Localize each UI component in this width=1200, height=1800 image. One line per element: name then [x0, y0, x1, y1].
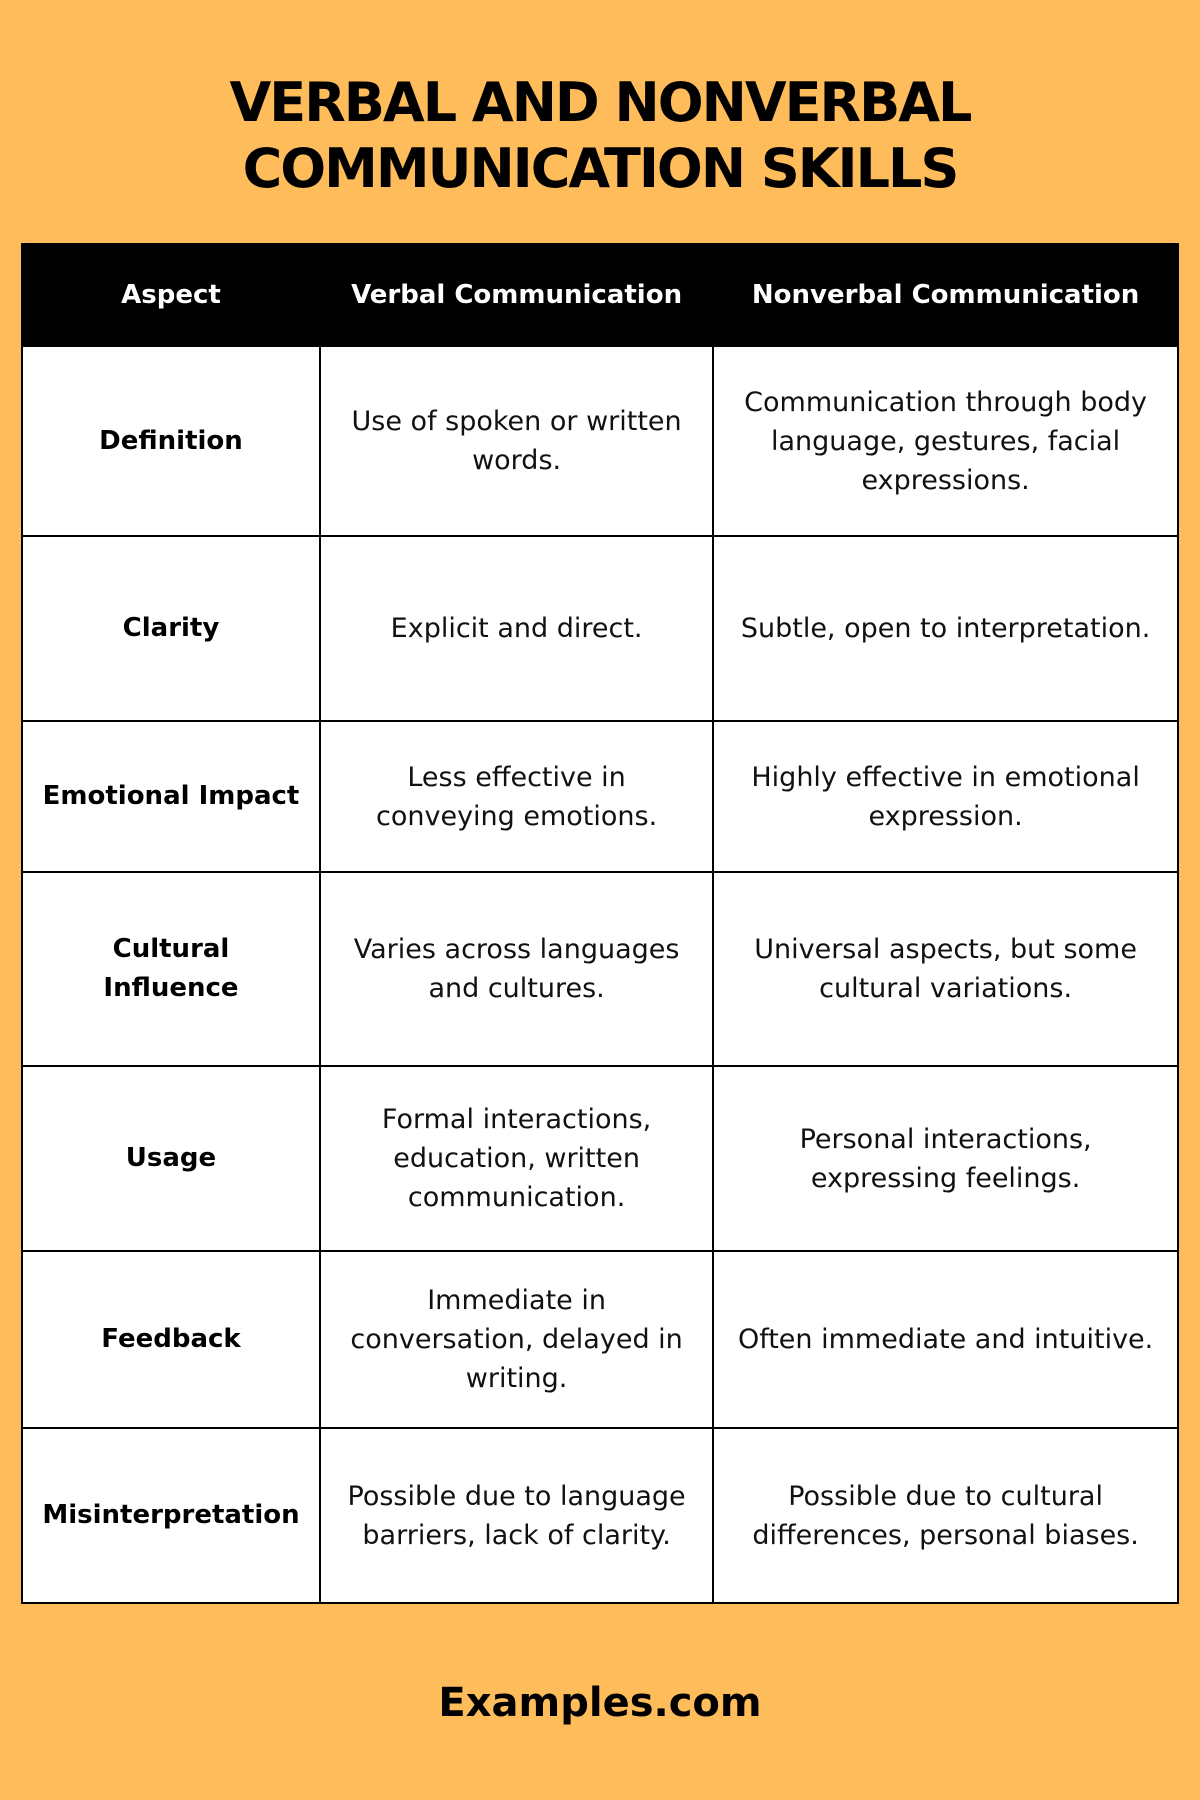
verbal-cell: Explicit and direct. — [320, 536, 713, 721]
aspect-cell: Feedback — [22, 1251, 320, 1428]
aspect-cell: Emotional Impact — [22, 721, 320, 872]
verbal-cell: Varies across languages and cultures. — [320, 872, 713, 1066]
header-aspect: Aspect — [22, 244, 320, 346]
nonverbal-cell: Universal aspects, but some cultural variations. — [713, 872, 1178, 1066]
title-line-1: VERBAL AND NONVERBAL — [229, 71, 971, 134]
table-row — [22, 721, 1178, 872]
nonverbal-cell: Possible due to cultural differences, personal biases. — [713, 1428, 1178, 1603]
nonverbal-cell: Communication through body language, gestures, facial expressions. — [713, 346, 1178, 536]
aspect-cell: Clarity — [22, 536, 320, 721]
table-row — [22, 1066, 1178, 1251]
nonverbal-cell: Often immediate and intuitive. — [713, 1251, 1178, 1428]
aspect-cell: Definition — [22, 346, 320, 536]
table-header-row — [22, 244, 1178, 346]
title-line-2: COMMUNICATION SKILLS — [242, 137, 958, 200]
nonverbal-cell: Personal interactions, expressing feelings. — [713, 1066, 1178, 1251]
table-row — [22, 1251, 1178, 1428]
table-row — [22, 536, 1178, 721]
comparison-table — [21, 243, 1179, 1604]
table-row — [22, 872, 1178, 1066]
header-verbal: Verbal Communication — [320, 244, 713, 346]
aspect-cell: Usage — [22, 1066, 320, 1251]
aspect-cell: Cultural Influence — [22, 872, 320, 1066]
verbal-cell: Possible due to language barriers, lack of clarity. — [320, 1428, 713, 1603]
header-nonverbal: Nonverbal Communication — [713, 244, 1178, 346]
verbal-cell: Less effective in conveying emotions. — [320, 721, 713, 872]
table-row — [22, 1428, 1178, 1603]
nonverbal-cell: Subtle, open to interpretation. — [713, 536, 1178, 721]
page-title — [0, 70, 1200, 202]
nonverbal-cell: Highly effective in emotional expression. — [713, 721, 1178, 872]
aspect-cell: Misinterpretation — [22, 1428, 320, 1603]
footer-brand: Examples.com — [438, 1680, 762, 1726]
verbal-cell: Formal interactions, education, written communication. — [320, 1066, 713, 1251]
verbal-cell: Use of spoken or written words. — [320, 346, 713, 536]
verbal-cell: Immediate in conversation, delayed in writing. — [320, 1251, 713, 1428]
table-row — [22, 346, 1178, 536]
